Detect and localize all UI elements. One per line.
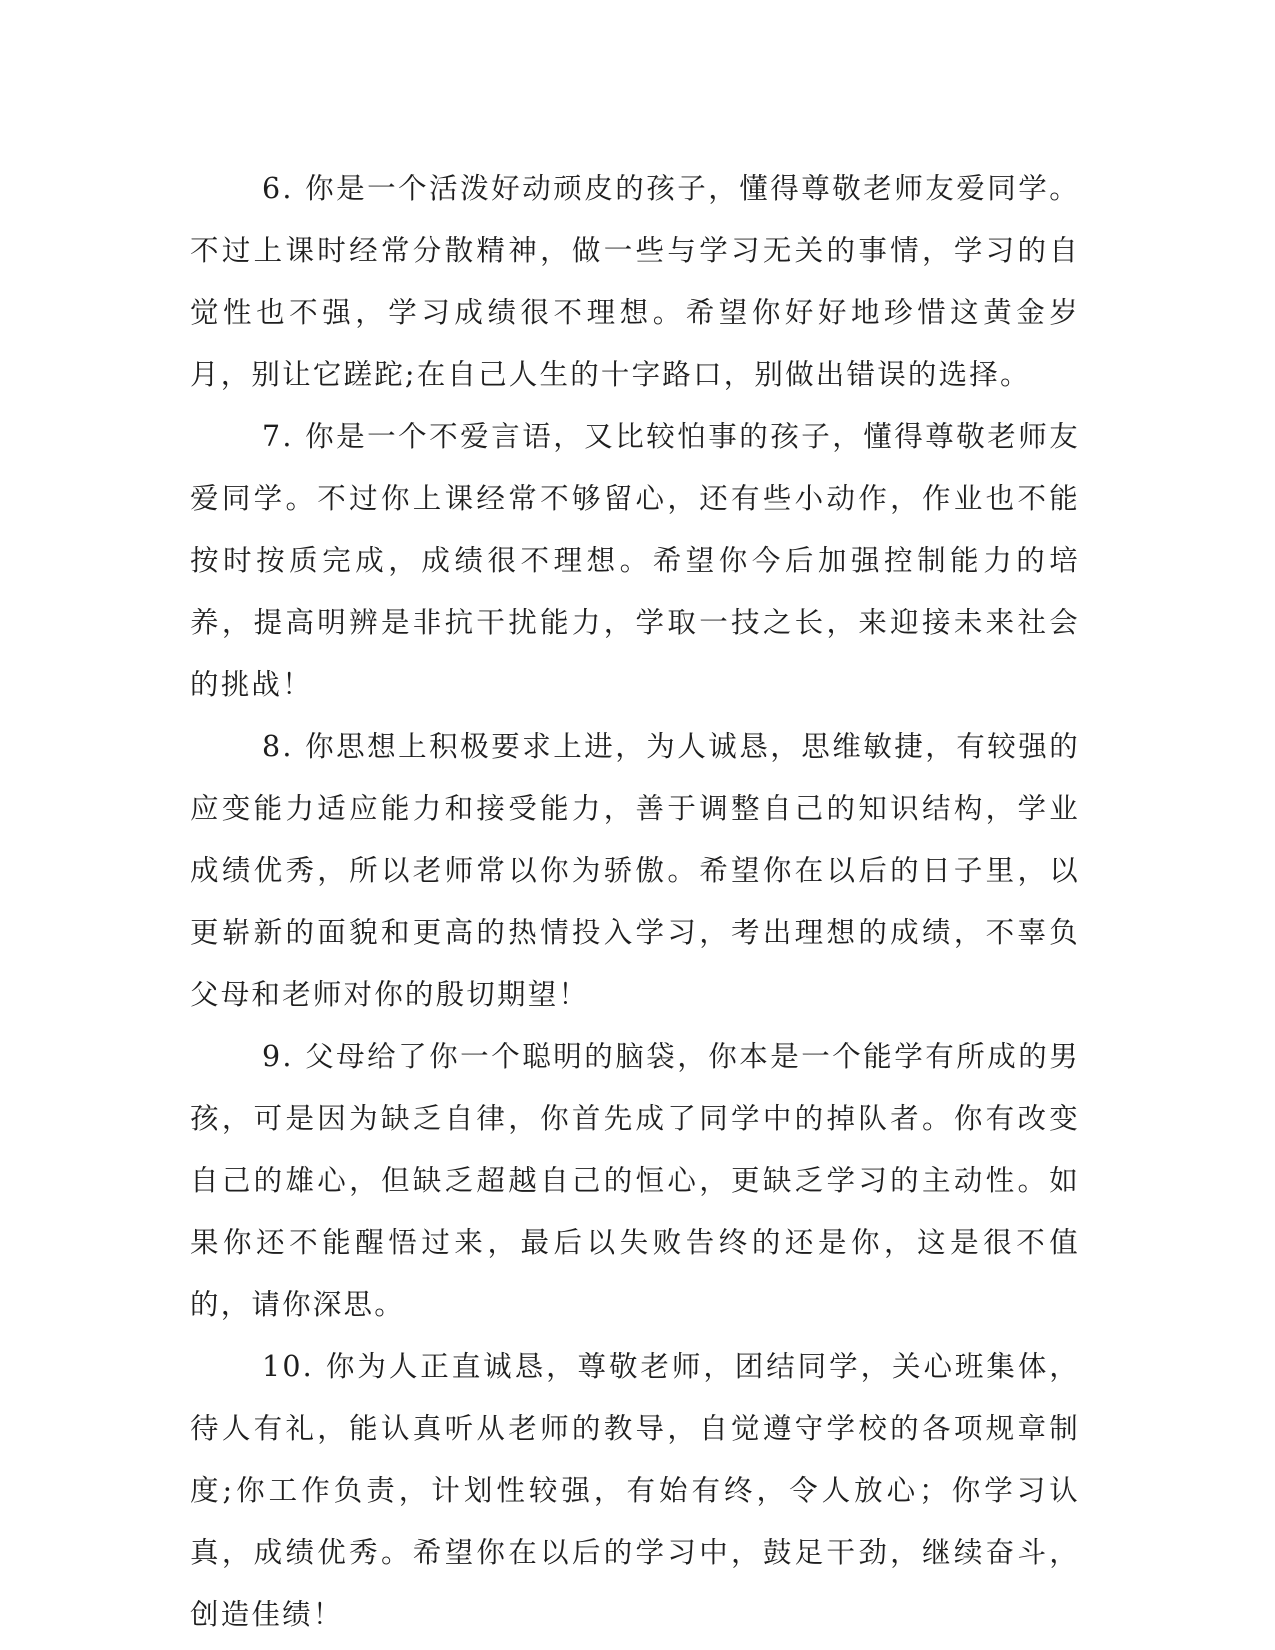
comment-paragraph-8: 8. 你思想上积极要求上进，为人诚恳，思维敏捷，有较强的应变能力适应能力和接受能力，善于调整自己的知识结构，学业成绩优秀，所以老师常以你为骄傲。希望你在以后的日子里，以更崭新的面貌和更高的热情投入学习，考出理想的成绩，不辜负父母和老师对你的殷切期望！	[190, 730, 1080, 1011]
comment-paragraph-10: 10. 你为人正直诚恳，尊敬老师，团结同学，关心班集体，待人有礼，能认真听从老师的教导，自觉遵守学校的各项规章制度;你工作负责，计划性较强，有始有终，令人放心；你学习认真，成绩优秀。希望你在以后的学习中，鼓足干劲，继续奋斗，创造佳绩！	[190, 1350, 1080, 1631]
document-body	[190, 158, 1080, 1646]
comment-paragraph-6: 6. 你是一个活泼好动顽皮的孩子，懂得尊敬老师友爱同学。不过上课时经常分散精神，做一些与学习无关的事情，学习的自觉性也不强，学习成绩很不理想。希望你好好地珍惜这黄金岁月，别让它蹉跎;在自己人生的十字路口，别做出错误的选择。	[190, 172, 1080, 391]
comment-paragraph-9: 9. 父母给了你一个聪明的脑袋，你本是一个能学有所成的男孩，可是因为缺乏自律，你首先成了同学中的掉队者。你有改变自己的雄心，但缺乏超越自己的恒心，更缺乏学习的主动性。如果你还不能醒悟过来，最后以失败告终的还是你，这是很不值的，请你深思。	[190, 1040, 1080, 1321]
comment-paragraph-7: 7. 你是一个不爱言语，又比较怕事的孩子，懂得尊敬老师友爱同学。不过你上课经常不够留心，还有些小动作，作业也不能按时按质完成，成绩很不理想。希望你今后加强控制能力的培养，提高明辨是非抗干扰能力，学取一技之长，来迎接未来社会的挑战！	[190, 420, 1080, 701]
